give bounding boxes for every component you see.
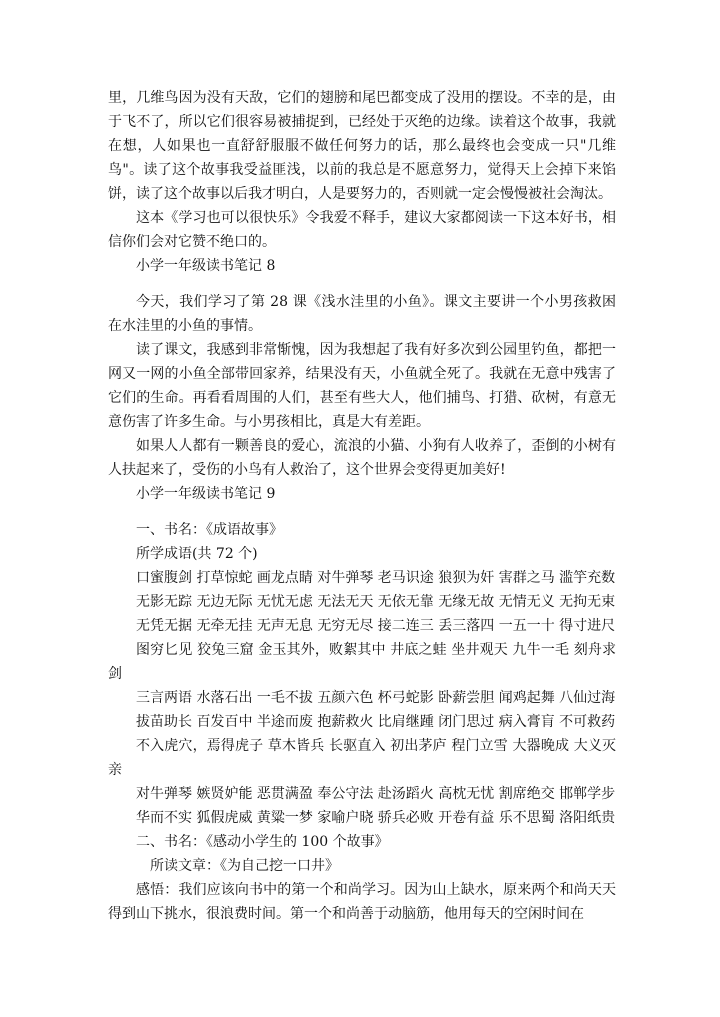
idiom-line: 图穷匕见 狡兔三窟 金玉其外，败絮其中 井底之蛙 坐井观天 九牛一毛 刻舟求剑 [108,642,616,682]
idiom-line: 华而不实 狐假虎威 黄粱一梦 家喻户晓 骄兵必败 开卷有益 乐不思蜀 洛阳纸贵 [136,810,616,826]
section-heading-note-8: 小学一年级读书笔记 8 [136,258,276,274]
article-title: 所读文章：《为自己挖一口井》 [150,858,339,874]
idiom-line: 三言两语 水落石出 一毛不拔 五颜六色 杯弓蛇影 卧薪尝胆 闻鸡起舞 八仙过海 [136,690,616,706]
idiom-line: 不入虎穴，焉得虎子 草木皆兵 长驱直入 初出茅庐 程门立雪 大器晚成 大义灭亲 [108,738,616,778]
book-title-idioms: 一、书名：《成语故事》 [136,522,283,538]
section-heading-note-9: 小学一年级读书笔记 9 [136,486,276,502]
paragraph-lesson-28: 今天，我们学习了第 28 课《浅水洼里的小鱼》。课文主要讲一个小男孩救困在水洼里的小鱼的事情。 [108,294,616,334]
paragraph-kindness: 如果人人都有一颗善良的爱心，流浪的小猫、小狗有人收养了，歪倒的小树有人扶起来了，受伤的小鸟有人救治了，这个世界会变得更加美好! [108,438,616,478]
paragraph-book-recommendation: 这本《学习也可以很快乐》令我爱不释手，建议大家都阅读一下这本好书，相信你们会对它赞不绝口的。 [108,210,616,250]
idiom-line: 无影无踪 无边无际 无忧无虑 无法无天 无依无靠 无缘无故 无情无义 无拘无束 [136,594,616,610]
idiom-line: 对牛弹琴 嫉贤妒能 恶贯满盈 奉公守法 赴汤蹈火 高枕无忧 割席绝交 邯郸学步 [136,786,616,802]
book-title-stories: 二、书名：《感动小学生的 100 个故事》 [136,834,389,850]
idiom-line: 无凭无据 无牵无挂 无声无息 无穷无尽 接二连三 丢三落四 一五一十 得寸进尺 [136,618,616,634]
paragraph-reflection: 读了课文，我感到非常惭愧，因为我想起了我有好多次到公园里钓鱼，都把一网又一网的小鱼全部带回家养，结果没有天，小鱼就全死了。我就在无意中残害了它们的生命。再看看周围的人们，甚至有些大人，他们捕鸟、打猎、砍树，有意无意伤害了许多生命。与小男孩相比，真是大有差距。 [108,342,616,430]
text-body [108,86,616,926]
paragraph-insight: 感悟：我们应该向书中的第一个和尚学习。因为山上缺水，原来两个和尚天天得到山下挑水，很浪费时间。第一个和尚善于动脑筋，他用每天的空闲时间在 [108,882,616,922]
idiom-line: 拔苗助长 百发百中 半途而废 抱薪救火 比肩继踵 闭门思过 病入膏肓 不可救药 [136,714,616,730]
spacer [108,278,616,290]
spacer [108,506,616,518]
idiom-line: 口蜜腹剑 打草惊蛇 画龙点睛 对牛弹琴 老马识途 狼狈为奸 害群之马 滥竽充数 [136,570,616,586]
idiom-count: 所学成语(共 72 个) [136,546,258,562]
paragraph-kiwi-story: 里，几维鸟因为没有天敌，它们的翅膀和尾巴都变成了没用的摆设。不幸的是，由于飞不了，所以它们很容易被捕捉到，已经处于灭绝的边缘。读着这个故事，我就在想，人如果也一直舒舒服服不做任何努力的话，那么最终也会变成一只"几维鸟"。读了这个故事我受益匪浅，以前的我总是不愿意努力，觉得天上会掉下来馅饼，读了这个故事以后我才明白，人是要努力的，否则就一定会慢慢被社会淘汰。 [108,90,616,202]
